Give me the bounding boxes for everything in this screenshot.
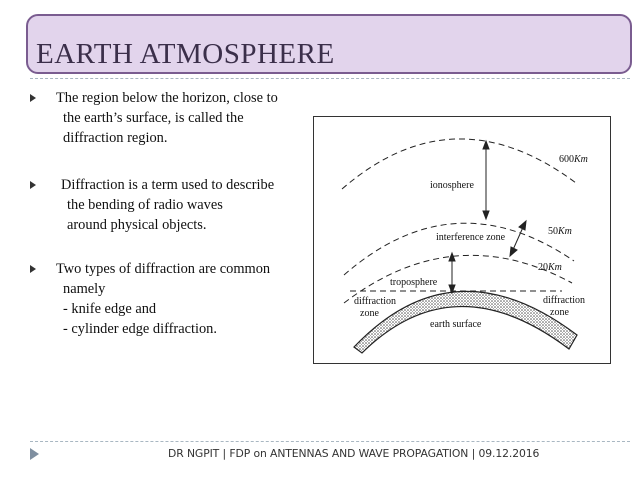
footer-arrow-icon <box>30 448 39 460</box>
bullet-line: the earth’s surface, is called the <box>63 110 244 126</box>
height-20-label <box>538 262 562 273</box>
bullet-line: namely <box>63 281 106 297</box>
bullet-line: - knife edge and <box>63 301 157 317</box>
right-diffraction-label: diffraction <box>543 295 586 306</box>
bullet-line: around physical objects. <box>67 217 207 233</box>
title-divider <box>30 78 630 79</box>
ionosphere-label: ionosphere <box>430 180 474 191</box>
bullet-line: diffraction region. <box>63 130 168 146</box>
right-zone-label: zone <box>550 307 569 318</box>
ionosphere-height-arrow <box>483 141 489 219</box>
height-50-value: 50 <box>548 226 558 237</box>
earth-surface-label: earth surface <box>430 319 482 330</box>
bullet-arrow-icon <box>30 265 36 273</box>
height-600-value: 600 <box>559 154 574 165</box>
interference-zone-label: interference zone <box>436 232 506 243</box>
left-diffraction-label: diffraction <box>354 296 397 307</box>
troposphere-height-arrow <box>449 253 455 293</box>
slide-title: EARTH ATMOSPHERE <box>36 38 335 70</box>
height-600-label <box>559 154 588 165</box>
bullet-arrow-icon <box>30 181 36 189</box>
bullet-line: Two types of diffraction are common <box>56 261 271 277</box>
slide-footer: DR NGPIT | FDP on ANTENNAS AND WAVE PROPAGATION | 09.12.2016 <box>168 447 540 460</box>
bullet-line: the bending of radio waves <box>67 197 223 213</box>
bullet-line: - cylinder edge diffraction. <box>63 321 217 337</box>
height-20-value: 20 <box>538 262 548 273</box>
height-600-unit: Km <box>574 154 588 165</box>
interference-height-arrow <box>510 221 526 256</box>
atmosphere-diagram <box>313 116 611 364</box>
bullet-arrow-icon <box>30 94 36 102</box>
height-50-unit: Km <box>558 226 572 237</box>
height-50-label <box>548 226 572 237</box>
bullet-line: The region below the horizon, close to <box>56 90 278 106</box>
footer-divider <box>30 441 630 442</box>
troposphere-label: troposphere <box>390 277 438 288</box>
height-20-unit: Km <box>548 262 562 273</box>
left-zone-label: zone <box>360 308 379 319</box>
bullet-line: Diffraction is a term used to describe <box>61 177 275 193</box>
